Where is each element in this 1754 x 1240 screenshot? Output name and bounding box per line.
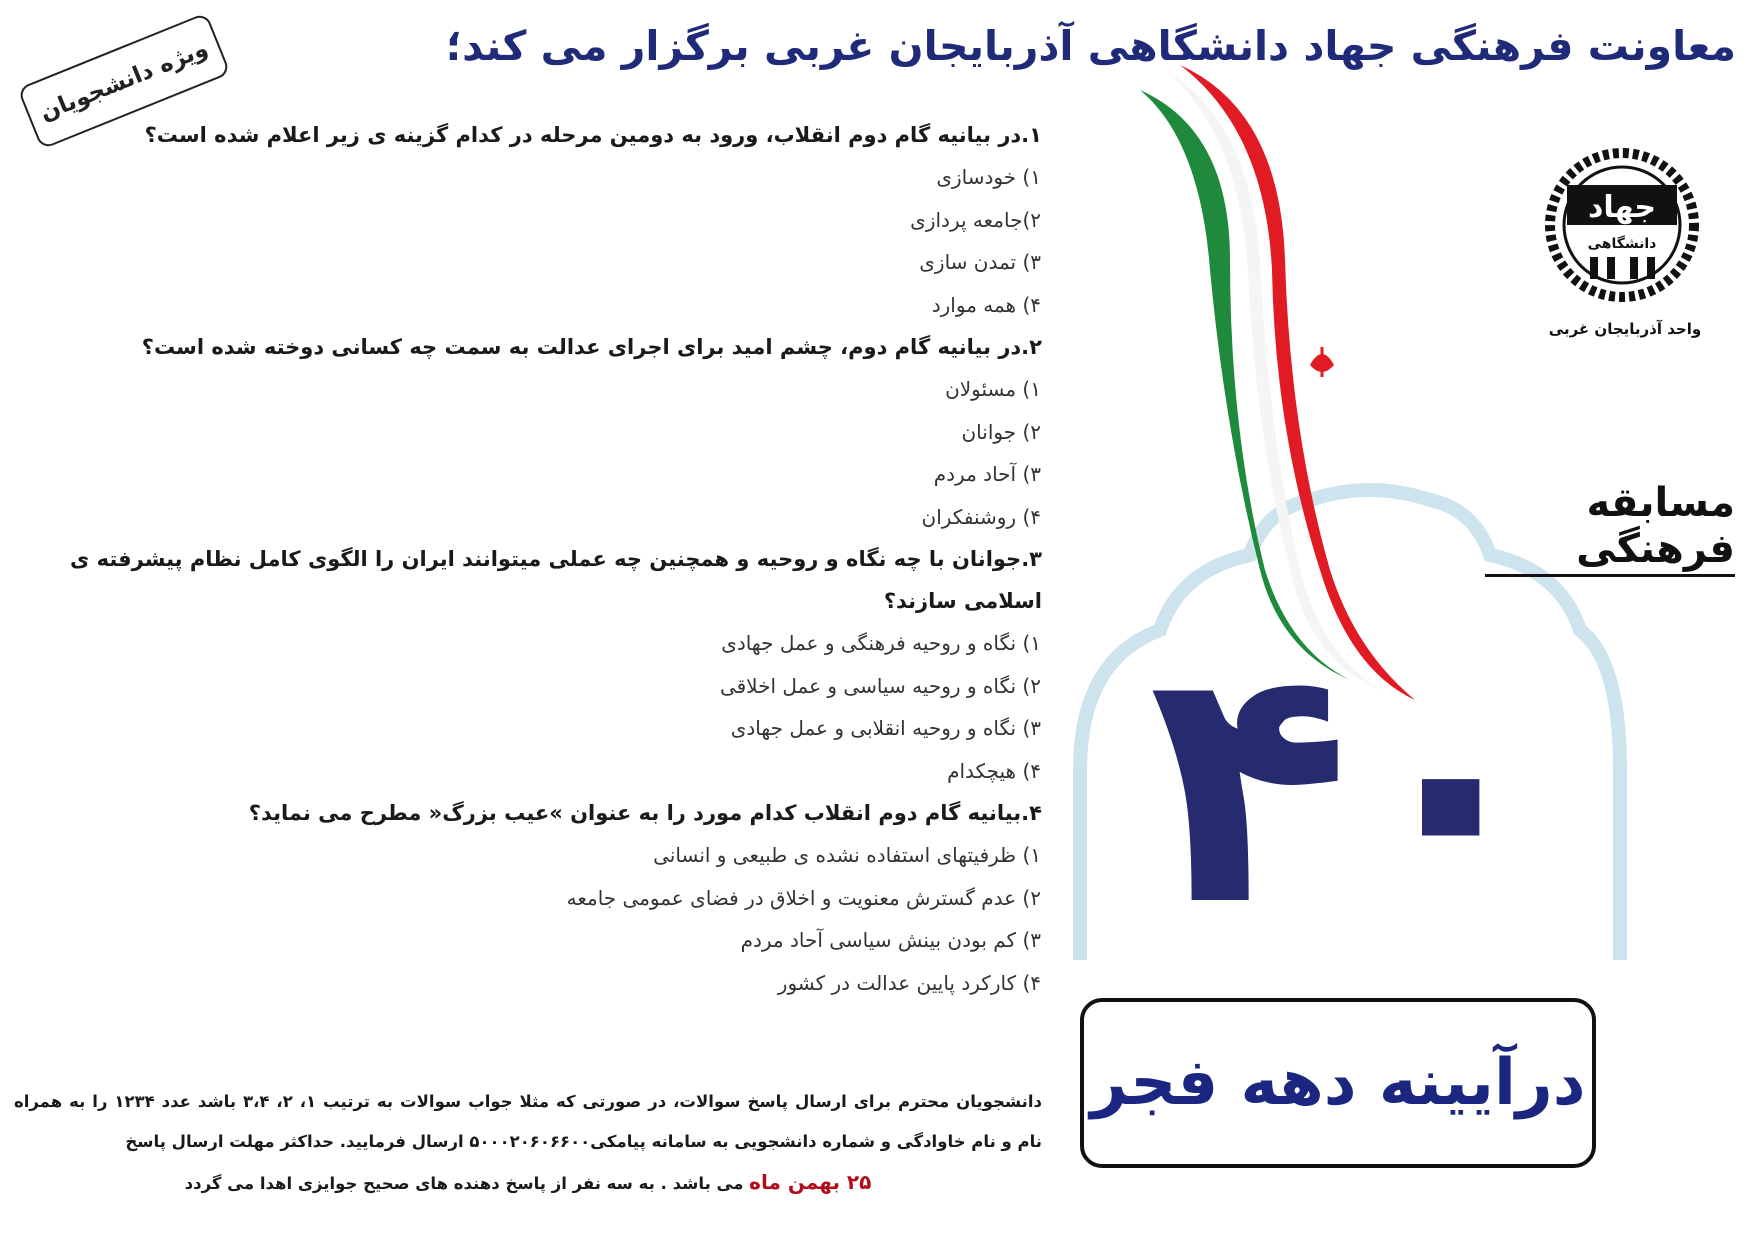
- option-item: ۳) تمدن سازی: [919, 250, 1041, 274]
- forty-numeral: ۴۰: [1148, 594, 1552, 978]
- contest-label: مسابقه فرهنگی: [1485, 480, 1735, 577]
- option-item: ۲) نگاه و روحیه سیاسی و عمل اخلاقی: [719, 673, 1041, 698]
- option-item: ۴) کارکرد پایین عدالت در کشور: [777, 970, 1041, 995]
- logo-subtitle: دانشگاهی: [1587, 236, 1657, 252]
- page-title: معاونت فرهنگی جهاد دانشگاهی آذربایجان غربی برگزار می کند؛: [445, 22, 1736, 70]
- option-item: ۳) نگاه و روحیه انقلابی و عمل جهادی: [730, 716, 1041, 740]
- mirror-title-box: [1080, 998, 1596, 1168]
- question-block: [32, 114, 1042, 326]
- questions-list: [32, 114, 1042, 1004]
- option-item: ۱) خودسازی: [936, 165, 1041, 189]
- option-item: ۳) آحاد مردم: [933, 462, 1041, 486]
- option-item: ۳) کم بودن بینش سیاسی آحاد مردم: [740, 928, 1041, 952]
- deadline-date: ۲۵ بهمن ماه: [749, 1170, 872, 1194]
- emblem-icon: [1310, 347, 1334, 377]
- mirror-title: درآیینه دهه فجر: [1090, 1046, 1586, 1120]
- question-block: [32, 538, 1042, 792]
- note-text: دانشجویان محترم برای ارسال پاسخ سوالات، در صورتی که مثلا جواب سوالات به ترتیب ۱، ۲، ۳،۴ باشد عدد ۱۲۳۴ را به همراه نام و نام خاوادگی و شماره دانشجویی به سامانه پیامکی۵۰۰۰۲۰۶۰۶۶۰۰ ارسال فرمایید. حداکثر مهلت ارسال پاسخ: [14, 1092, 1042, 1151]
- option-item: ۱) نگاه و روحیه فرهنگی و عمل جهادی: [721, 631, 1041, 655]
- option-item: ۲)جامعه پردازی: [910, 207, 1041, 232]
- students-badge: ویژه دانشجویان: [17, 12, 231, 150]
- unit-label: واحد آذربایجان غربی: [1548, 320, 1702, 338]
- question-text: ۳.جوانان با چه نگاه و روحیه و همچنین چه عملی میتوانند ایران را الگوی کامل نظام پیشرفته ی اسلامی سازند؟: [70, 547, 1042, 613]
- option-item: ۱) ظرفیتهای استفاده نشده ی طبیعی و انسانی: [653, 843, 1041, 867]
- jahad-logo: [1545, 145, 1700, 305]
- question-block: [32, 326, 1042, 538]
- question-text: ۴.بیانیه گام دوم انقلاب کدام مورد را به عنوان »عیب بزرگ« مطرح می نماید؟: [248, 801, 1042, 825]
- option-item: ۱) مسئولان: [945, 377, 1041, 401]
- note-deadline-line: [14, 1162, 1042, 1204]
- option-item: ۴) همه موارد: [931, 292, 1041, 317]
- option-item: ۲) عدم گسترش معنویت و اخلاق در فضای عمومی جامعه: [566, 885, 1041, 910]
- logo-title: جهاد: [1587, 190, 1657, 225]
- option-item: ۴) روشنفکران: [921, 504, 1041, 529]
- option-item: ۲) جوانان: [961, 419, 1041, 444]
- option-item: ۴) هیچکدام: [947, 758, 1041, 783]
- question-text: ۱.در بیانیه گام دوم انقلاب، ورود به دومین مرحله در کدام گزینه ی زیر اعلام شده است؟: [144, 123, 1042, 147]
- question-block: [32, 792, 1042, 1004]
- note-ending: می باشد . به سه نفر از پاسخ دهنده های صحیح جوایزی اهدا می گردد: [184, 1174, 744, 1193]
- submission-note: [14, 1082, 1042, 1204]
- question-text: ۲.در بیانیه گام دوم، چشم امید برای اجرای عدالت به سمت چه کسانی دوخته شده است؟: [141, 335, 1042, 359]
